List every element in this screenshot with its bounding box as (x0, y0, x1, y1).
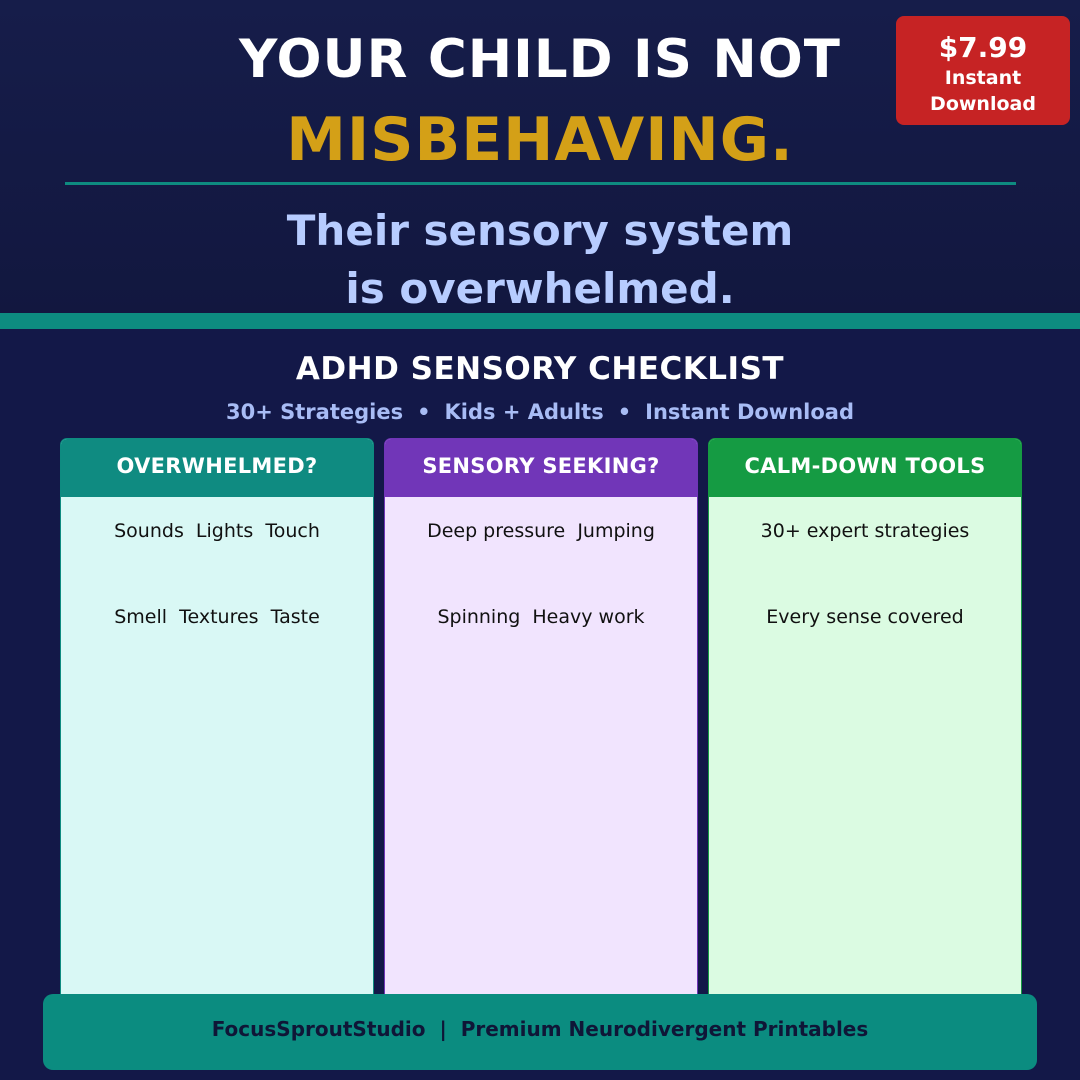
card-title: SENSORY SEEKING? (385, 439, 697, 497)
headline-line-2: MISBEHAVING. (286, 105, 794, 175)
price-badge-line-2: Download (930, 93, 1036, 115)
card-title: OVERWHELMED? (61, 439, 373, 497)
card-item: Every sense covered (766, 606, 964, 628)
card-item: Deep pressure Jumping (427, 520, 655, 542)
teal-divider-band (0, 313, 1080, 329)
card-overwhelmed (60, 438, 374, 1010)
card-title: CALM-DOWN TOOLS (709, 439, 1021, 497)
subheadline-line-1: Their sensory system (286, 206, 794, 255)
feature-item: 30+ Strategies (226, 400, 404, 424)
card-item: Smell Textures Taste (114, 606, 320, 628)
footer-brand: FocusSproutStudio (211, 1017, 426, 1041)
subheadline-line-2: is overwhelmed. (345, 264, 735, 313)
price-badge-line-1: Instant (944, 67, 1022, 89)
card-calm-down-tools (708, 438, 1022, 1010)
card-item: 30+ expert strategies (760, 520, 970, 542)
card-item: Sounds Lights Touch (114, 520, 320, 542)
card-sensory-seeking (384, 438, 698, 1010)
subheadline (0, 202, 1080, 318)
footer-banner (43, 994, 1037, 1070)
hero-divider (65, 182, 1016, 185)
footer-divider: | (439, 1017, 447, 1041)
feature-item: Kids + Adults (444, 400, 604, 424)
price-badge[interactable] (896, 16, 1070, 125)
feature-separator: • (417, 400, 431, 424)
card-item: Spinning Heavy work (437, 606, 645, 628)
headline-line-1: YOUR CHILD IS NOT (239, 29, 841, 90)
feature-list (0, 397, 1080, 427)
footer-tagline: Premium Neurodivergent Printables (460, 1017, 869, 1041)
section-title: ADHD SENSORY CHECKLIST (295, 351, 785, 387)
price-value: $7.99 (938, 31, 1028, 64)
feature-item: Instant Download (645, 400, 854, 424)
feature-separator: • (617, 400, 632, 424)
